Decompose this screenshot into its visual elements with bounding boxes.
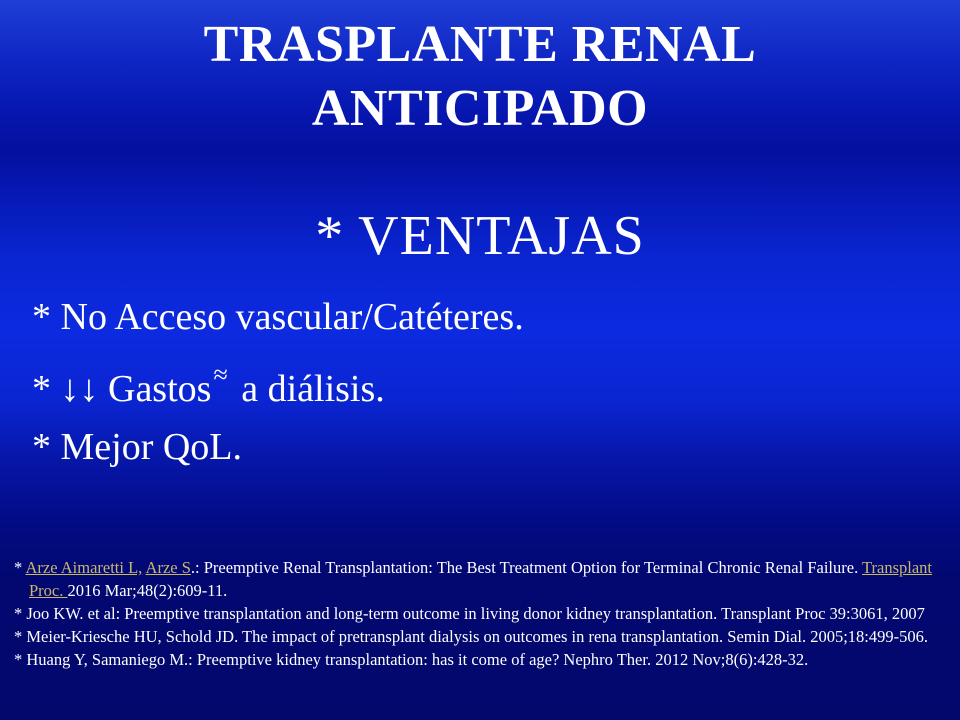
bullet-item: [32, 346, 524, 418]
slide-title-line-1: TRASPLANTE RENAL: [203, 16, 757, 73]
journal-link[interactable]: Transplant Proc.: [29, 558, 933, 600]
reference-item: * Meier-Kriesche HU, Schold JD. The impact of pretransplant dialysis on outcomes in rena transplantation. Semin Dial. 2005;18:499-506.: [14, 627, 929, 646]
slide-title-line-2: ANTICIPADO: [311, 80, 649, 137]
bullet-prefix: * ↓↓ Gastos: [32, 368, 212, 410]
bullet-suffix: a diálisis.: [231, 368, 385, 410]
reference-item: * Huang Y, Samaniego M.: Preemptive kidney transplantation: has it come of age? Nephro Ther. 2012 Nov;8(6):428-32.: [14, 650, 809, 669]
reference-bullet: *: [14, 558, 26, 577]
reference-text: 2016 Mar;48(2):609-11.: [67, 581, 228, 600]
reference-text: .: Preemptive Renal Transplantation: The Best Treatment Option for Terminal Chronic Renal Failure.: [190, 558, 863, 577]
reference-item: * Joo KW. et al: Preemptive transplantation and long-term outcome in living donor kidney transplantation. Transplant Proc 39:3061, 2007: [14, 604, 925, 623]
section-heading: * VENTAJAS: [315, 205, 645, 267]
approx-symbol: ≈: [213, 360, 228, 389]
references-list: [14, 556, 949, 671]
bullet-item: * No Acceso vascular/Catéteres.: [32, 296, 524, 338]
author-link[interactable]: Arze S: [145, 558, 191, 577]
author-link[interactable]: Arze Aimaretti L,: [25, 558, 143, 577]
bullet-item: * Mejor QoL.: [32, 426, 243, 468]
bullet-list: [32, 288, 524, 476]
reference-item: [14, 556, 949, 602]
